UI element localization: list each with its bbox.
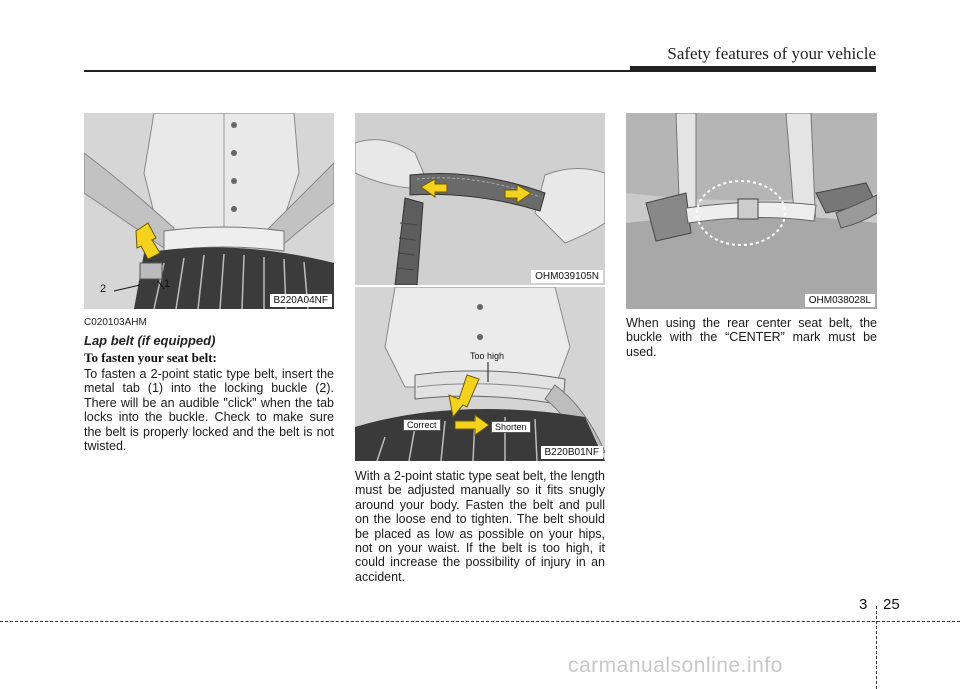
footer-rule [0,621,960,622]
correct-tag: Correct [403,419,441,431]
section-header-title: Safety features of your vehicle [667,44,876,63]
too-high-label: Too high [470,351,505,361]
figure-label: OHM039105N [531,270,603,283]
footer-divider [876,606,878,689]
figure-lap-belt-buckle-illustration [84,113,334,309]
figure-belt-position [355,287,605,461]
figure-rear-center-belt-illustration [626,113,877,309]
figure-belt-length-adjust-illustration [355,113,605,285]
header-rule-accent [630,66,876,71]
callout-2: 2 [100,283,107,295]
callout-1: 1 [164,278,171,290]
shorten-tag: Shorten [491,421,531,433]
section-code: C020103AHM [84,317,147,328]
right-paragraph: When using the rear center seat belt, the buckle with the “CENTER” mark must be used. [626,316,877,359]
figure-label: B220B01NF [541,446,603,459]
left-paragraph: To fasten a 2-point static type belt, insert the metal tab (1) into the locking buckle (2). There will be an audible "click" when the tab locks into the buckle. Check to make sure the belt is properly locked and the belt is not twisted. [84,367,334,454]
watermark: carmanualsonline.info [568,654,783,677]
chapter-number: 3 [859,596,868,613]
page-number: 25 [883,596,900,613]
figure-label: OHM038028L [805,294,875,307]
figure-rear-center-belt [626,113,877,309]
subsection-title: To fasten your seat belt: [84,350,217,365]
figure-belt-length-adjust [355,113,605,285]
figure-lap-belt-buckle [84,113,334,309]
figure-belt-position-illustration [355,287,605,461]
middle-paragraph: With a 2-point static type seat belt, the length must be adjusted manually so it fits snugly around your body. Fasten the belt and pull on the loose end to tighten. The belt should be placed as low as possible on your hips, not on your waist. If the belt is too high, it could increase the possibility of injury in an accident. [355,469,605,584]
section-title: Lap belt (if equipped) [84,333,216,348]
figure-label: B220A04NF [270,294,332,307]
